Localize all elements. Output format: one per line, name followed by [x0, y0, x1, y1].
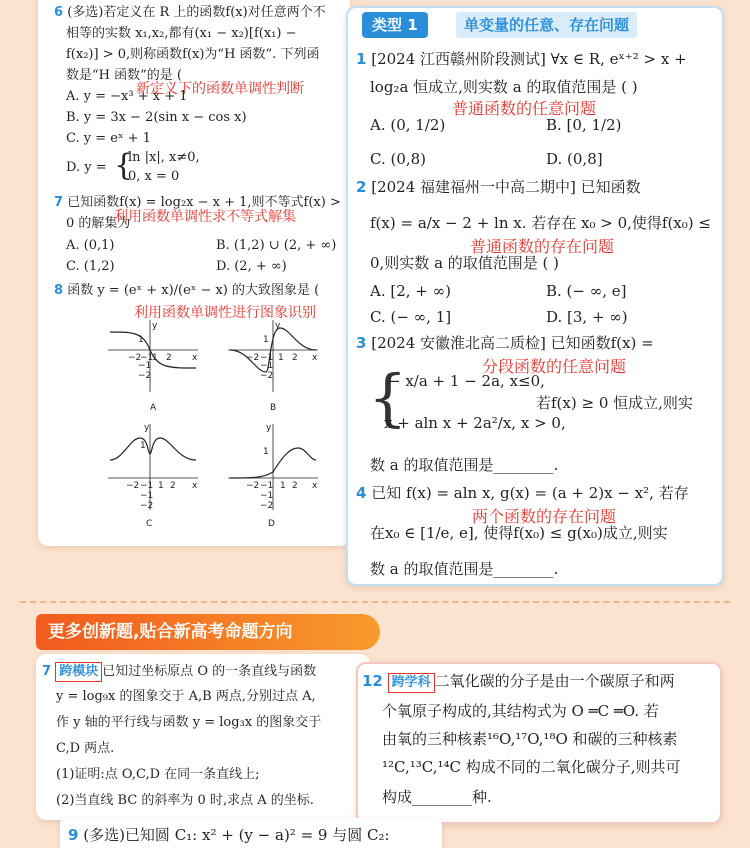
q4-annotation: 两个函数的存在问题: [472, 507, 617, 526]
svg-text:1: 1: [158, 481, 164, 491]
q7-option-b: B. (1,2) ∪ (2, + ∞): [216, 238, 337, 253]
br-line2: 个氧原子构成的,其结构式为 O ═C ═O. 若: [382, 702, 659, 720]
svg-text:2: 2: [292, 353, 298, 363]
graph-c: [108, 423, 198, 511]
type-header: [348, 8, 722, 40]
graph-b-label: B: [270, 403, 277, 413]
svg-text:1: 1: [263, 335, 269, 345]
q3-line1: 3 [2024 安徽淮北高二质检] 已知函数f(x) =: [356, 334, 654, 352]
q7-option-c: C. (1,2): [66, 259, 115, 274]
q1-option-a: A. (0, 1/2): [370, 116, 446, 134]
q8-line1: 8 函数 y = (eˣ + x)/(eˣ − x) 的大致图象是 (: [54, 283, 320, 298]
br-line3: 由氧的三种核素¹⁶O,¹⁷O,¹⁸O 和碳的三种核素: [382, 730, 678, 748]
q1-option-b: B. [0, 1/2): [546, 116, 622, 134]
svg-text:−1: −1: [140, 481, 154, 491]
q6-annotation: 新定义下的函数单调性判断: [136, 81, 304, 97]
br-line4: ¹²C,¹³C,¹⁴C 构成不同的二氧化碳分子,则共可: [382, 758, 681, 776]
q4-line2: 在x₀ ∈ [1/e, e], 使得f(x₀) ≤ g(x₀)成立,则实: [370, 524, 668, 542]
svg-text:y: y: [266, 423, 272, 433]
q9-number: 9: [68, 826, 79, 844]
graph-c-label: C: [146, 519, 153, 529]
bl-number: 7: [42, 664, 52, 679]
type-title: 单变量的任意、存在问题: [456, 12, 637, 38]
graph-b: [228, 320, 318, 392]
q3-piece2: x + aln x + 2a²/x, x > 0,: [384, 414, 566, 432]
svg-text:2: 2: [170, 481, 176, 491]
graph-d-label: D: [268, 519, 275, 529]
svg-text:−1: −1: [140, 491, 154, 501]
br-line5: 构成________种.: [382, 788, 492, 806]
svg-text:2: 2: [166, 353, 172, 363]
q4-line3: 数 a 的取值范围是________.: [370, 560, 559, 578]
q8-number: 8: [54, 283, 64, 298]
q6-option-d-lead: D. y =: [66, 160, 107, 175]
q3-annotation: 分段函数的任意问题: [482, 357, 627, 376]
bl-line2: y = log₉x 的图象交于 A,B 两点,分别过点 A,: [56, 689, 316, 704]
svg-text:y: y: [275, 321, 281, 331]
svg-text:−1: −1: [140, 353, 154, 363]
q2-option-d: D. [3, + ∞): [546, 308, 628, 326]
q6-line3: f(x₂)] > 0,则称函数f(x)为“H 函数”. 下列函: [66, 47, 320, 62]
bl-line3: 作 y 轴的平行线与函数 y = log₃x 的图象交于: [56, 715, 322, 730]
section-divider: [20, 601, 730, 603]
q7-option-a: A. (0,1): [66, 238, 115, 253]
svg-text:y: y: [152, 321, 158, 331]
svg-text:−2: −2: [128, 353, 142, 363]
q8-annotation: 利用函数单调性进行图象识别: [134, 305, 316, 321]
graph-a: [108, 320, 198, 392]
q6-line2: 相等的实数 x₁,x₂,都有(x₁ − x₂)[f(x₁) −: [66, 26, 297, 41]
type-badge: 类型 1: [362, 12, 428, 38]
q6-option-a: A. y = −x³ + x + 1: [66, 89, 188, 104]
right-question-card: [346, 6, 724, 586]
q6-number: 6: [54, 5, 64, 20]
svg-text:−2: −2: [246, 353, 260, 363]
bl-line4: C,D 两点.: [56, 741, 115, 756]
br-line1: 12 跨学科 二氧化碳的分子是由一个碳原子和两: [362, 670, 675, 693]
q2-annotation: 普通函数的存在问题: [470, 237, 615, 256]
q3-line-last: 数 a 的取值范围是________.: [370, 456, 559, 474]
svg-text:−1: −1: [260, 491, 274, 501]
q6-option-c: C. y = eˣ + 1: [66, 131, 151, 146]
q3-brace: {: [368, 361, 408, 434]
svg-text:x: x: [312, 481, 318, 491]
svg-text:−2: −2: [260, 371, 274, 381]
q1-annotation: 普通函数的任意问题: [452, 99, 597, 118]
q2-number: 2: [356, 178, 367, 196]
svg-text:−1: −1: [260, 481, 274, 491]
q2-option-b: B. (− ∞, e]: [546, 282, 627, 300]
q9-line1: 9 (多选)已知圆 C₁: x² + (y − a)² = 9 与圆 C₂:: [68, 826, 390, 844]
svg-text:1: 1: [263, 447, 269, 457]
q7-line1: 7 已知函数f(x) = log₂x − x + 1,则不等式f(x) >: [54, 195, 341, 210]
q1-line1: 1 [2024 江西赣州阶段测试] ∀x ∈ R, eˣ⁺² > x +: [356, 50, 687, 68]
cross-module-card: [36, 654, 370, 820]
svg-text:1: 1: [140, 441, 146, 451]
q1-option-c: C. (0,8): [370, 150, 427, 168]
q7-number: 7: [54, 195, 64, 210]
q9-card: [60, 818, 442, 848]
q2-line3: 0,则实数 a 的取值范围是 ( ): [370, 254, 560, 272]
svg-text:−2: −2: [140, 501, 154, 511]
q1-number: 1: [356, 50, 367, 68]
q4-line1: 4 已知 f(x) = aln x, g(x) = (a + 2)x − x², 若存: [356, 484, 689, 502]
svg-text:y: y: [144, 423, 150, 433]
graph-d: [228, 423, 318, 511]
q1-line2: log₂a 恒成立,则实数 a 的取值范围是 ( ): [370, 78, 638, 96]
q4-number: 4: [356, 484, 367, 502]
svg-text:−1: −1: [138, 361, 152, 371]
q2-line2: f(x) = a/x − 2 + ln x. 若存在 x₀ > 0,使得f(x₀) ≤: [370, 214, 711, 232]
svg-text:2: 2: [292, 481, 298, 491]
svg-text:1: 1: [278, 353, 284, 363]
bl-line1: 7 跨模块 已知过坐标原点 O 的一条直线与函数: [42, 662, 316, 682]
bl-line6: (2)当直线 BC 的斜率为 0 时,求点 A 的坐标.: [56, 793, 314, 808]
q6-option-b: B. y = 3x − 2(sin x − cos x): [66, 110, 247, 125]
q7-option-d: D. (2, + ∞): [216, 259, 287, 274]
svg-text:x: x: [192, 481, 198, 491]
q2-option-c: C. (− ∞, 1]: [370, 308, 452, 326]
section-banner: 更多创新题,贴合新高考命题方向: [36, 614, 380, 650]
svg-text:−2: −2: [246, 481, 260, 491]
cross-discipline-tag: 跨学科: [388, 673, 435, 693]
svg-text:−2: −2: [138, 371, 152, 381]
q6-line1: 6 (多选)若定义在 R 上的函数f(x)对任意两个不: [54, 5, 326, 20]
svg-text:1: 1: [152, 353, 158, 363]
bl-line5: (1)证明:点 O,C,D 在同一条直线上;: [56, 767, 260, 782]
svg-text:−2: −2: [126, 481, 140, 491]
q1-option-d: D. (0,8]: [546, 150, 603, 168]
br-number: 12: [362, 672, 383, 690]
graph-a-label: A: [150, 403, 157, 413]
q3-piece1: − x/a + 1 − 2a, x≤0,: [388, 372, 545, 390]
cross-module-tag: 跨模块: [55, 662, 102, 682]
q8-graph-options: [38, 320, 350, 546]
cross-discipline-card: [356, 662, 722, 824]
q6-option-d-case1: ln |x|, x≠0,: [128, 150, 200, 165]
left-question-card: [38, 0, 350, 546]
svg-text:1: 1: [138, 335, 144, 345]
q3-tail: 若f(x) ≥ 0 恒成立,则实: [536, 394, 693, 412]
svg-text:1: 1: [280, 481, 286, 491]
q6-brace: {: [114, 148, 134, 183]
svg-text:−2: −2: [260, 501, 274, 511]
svg-text:−1: −1: [260, 361, 274, 371]
svg-text:x: x: [312, 353, 318, 363]
q6-line4: 数是“H 函数”的是 (: [66, 68, 182, 83]
q6-option-d-case2: 0, x = 0: [128, 169, 180, 184]
q2-line1: 2 [2024 福建福州一中高二期中] 已知函数: [356, 178, 641, 196]
svg-text:−1: −1: [260, 353, 274, 363]
q7-line2: 0 的解集为: [66, 216, 131, 231]
svg-text:x: x: [192, 353, 198, 363]
q2-option-a: A. [2, + ∞): [370, 282, 451, 300]
q3-number: 3: [356, 334, 367, 352]
q7-annotation: 利用函数单调性求不等式解集: [114, 209, 296, 225]
